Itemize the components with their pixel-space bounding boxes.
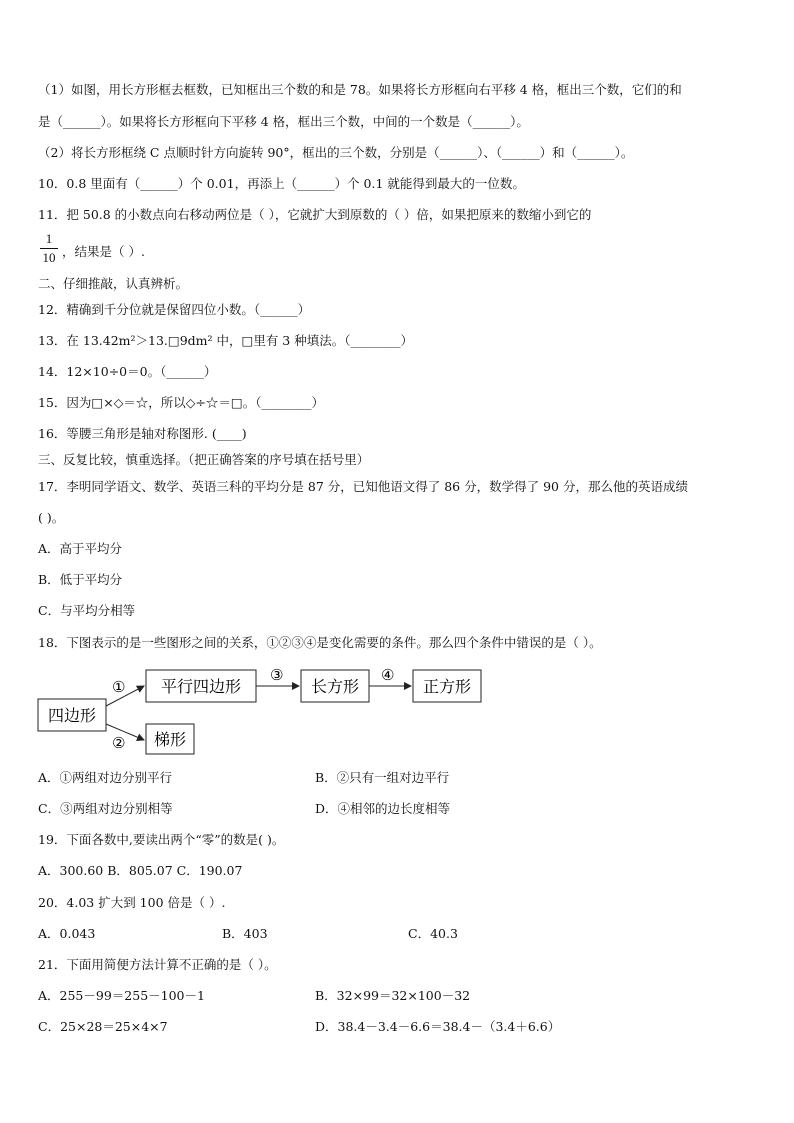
- section-3-heading: 三、反复比较，慎重选择。（把正确答案的序号填在括号里）: [38, 452, 370, 467]
- condition-1-label: ①: [112, 678, 126, 696]
- fraction-one-tenth: [40, 232, 58, 265]
- question-19-options: A．300.60 B．805.07 C．190.07: [38, 863, 243, 878]
- box-quadrilateral: [38, 699, 106, 731]
- condition-4-label: ④: [381, 666, 395, 684]
- box-trapezoid: [146, 724, 194, 754]
- question-21-option-b: B．32×99＝32×100－32: [315, 988, 471, 1003]
- question-17-line1: 17．李明同学语文、数学、英语三科的平均分是 87 分，已知他语文得了 86 分，数学得了 90 分，那么他的英语成绩: [38, 479, 688, 494]
- question-18-option-d: D．④相邻的边长度相等: [315, 801, 451, 816]
- question-9-part2: （2）将长方形框绕 C 点顺时针方向旋转 90°，框出的三个数，分别是（______）、（______）和（______）。: [38, 145, 634, 160]
- question-17-option-b: B．低于平均分: [38, 572, 123, 587]
- question-21-option-c: C．25×28＝25×4×7: [38, 1019, 168, 1034]
- box-rectangle: [301, 670, 369, 702]
- question-15: 15．因为□×◇＝☆，所以◇÷☆＝□。（________）: [38, 395, 324, 410]
- box-square: [413, 670, 481, 702]
- question-18-option-b: B．②只有一组对边平行: [315, 770, 450, 785]
- question-9-part1-line1: （1）如图，用长方形框去框数，已知框出三个数的和是 78。如果将长方形框向右平移 4 格，框出三个数，它们的和: [38, 82, 682, 97]
- question-21: 21．下面用简便方法计算不正确的是（ ）。: [38, 957, 277, 972]
- svg-text:四边形: 四边形: [47, 706, 97, 725]
- question-11-line1: 11．把 50.8 的小数点向右移动两位是（ ），它就扩大到原数的（ ）倍，如果把原来的数缩小到它的: [38, 207, 592, 222]
- box-parallelogram: [146, 670, 256, 702]
- condition-3-label: ③: [270, 666, 284, 684]
- svg-text:正方形: 正方形: [422, 677, 472, 696]
- shape-relation-diagram: [30, 660, 500, 760]
- condition-2-label: ②: [112, 734, 126, 752]
- question-21-option-d: D．38.4－3.4－6.6＝38.4－（3.4＋6.6）: [315, 1019, 561, 1034]
- question-16: 16．等腰三角形是轴对称图形. (____): [38, 426, 247, 441]
- question-9-part1-line2: 是（______）。如果将长方形框向下平移 4 格，框出三个数，中间的一个数是（______）。: [38, 114, 529, 129]
- question-12: 12．精确到千分位就是保留四位小数。（______）: [38, 302, 311, 317]
- svg-text:平行四边形: 平行四边形: [160, 677, 242, 696]
- question-10: 10．0.8 里面有（______）个 0.01，再添上（______）个 0.1 就能得到最大的一位数。: [38, 176, 525, 191]
- fraction-denominator: 10: [42, 250, 56, 265]
- question-17-line2: ( )。: [38, 510, 65, 525]
- question-21-option-a: A．255－99＝255－100－1: [38, 988, 205, 1003]
- question-18: 18．下图表示的是一些图形之间的关系，①②③④是变化需要的条件。那么四个条件中错误的是（ ）。: [38, 635, 602, 650]
- question-17-option-c: C．与平均分相等: [38, 603, 136, 618]
- question-18-option-a: A．①两组对边分别平行: [38, 770, 173, 785]
- section-2-heading: 二、仔细推敲，认真辨析。: [38, 276, 189, 291]
- question-20-option-c: C．40.3: [408, 926, 458, 941]
- question-17-option-a: A．高于平均分: [38, 541, 123, 556]
- question-18-option-c: C．③两组对边分别相等: [38, 801, 173, 816]
- question-13: 13．在 13.42m²＞13.□9dm² 中，□里有 3 种填法。（________）: [38, 333, 413, 348]
- question-20: 20．4.03 扩大到 100 倍是（ ）.: [38, 895, 226, 910]
- question-11-line2: ，结果是（ ）.: [62, 244, 145, 259]
- question-19: 19．下面各数中,要读出两个“零”的数是( )。: [38, 832, 285, 847]
- question-14: 14．12×10÷0＝0。（______）: [38, 364, 217, 379]
- question-20-option-a: A．0.043: [38, 926, 96, 941]
- fraction-numerator: 1: [45, 231, 53, 246]
- question-20-option-b: B．403: [222, 926, 268, 941]
- svg-text:梯形: 梯形: [153, 730, 187, 749]
- svg-text:长方形: 长方形: [310, 677, 360, 696]
